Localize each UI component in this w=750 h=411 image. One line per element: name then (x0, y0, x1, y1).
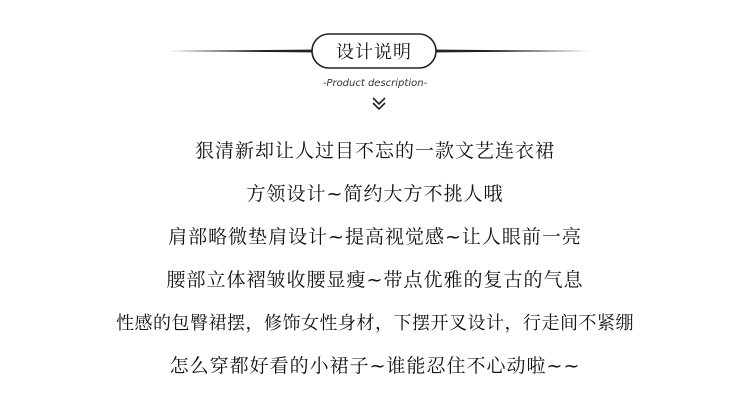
section-subtitle: -Product description- (322, 78, 428, 89)
description-line: 腰部立体褶皱收腰显瘦~带点优雅的复古的气息 (166, 269, 584, 291)
description-line: 肩部略微垫肩设计~提高视觉感~让人眼前一亮 (168, 226, 582, 248)
right-divider-line (430, 50, 590, 53)
description-line: 性感的包臀裙摆，修饰女性身材，下摆开叉设计，行走间不紧绷 (116, 313, 634, 334)
description-line: 怎么穿都好看的小裙子~谁能忍住不心动啦~~ (169, 355, 581, 377)
description-line: 狠清新却让人过目不忘的一款文艺连衣裙 (194, 140, 555, 162)
description-line: 方领设计~简约大方不挑人哦 (246, 183, 504, 205)
section-title: 设计说明 (336, 42, 412, 63)
double-chevron-down-icon (371, 96, 387, 112)
section-header (0, 0, 750, 120)
left-divider-line (168, 50, 320, 53)
description-list (0, 130, 750, 388)
